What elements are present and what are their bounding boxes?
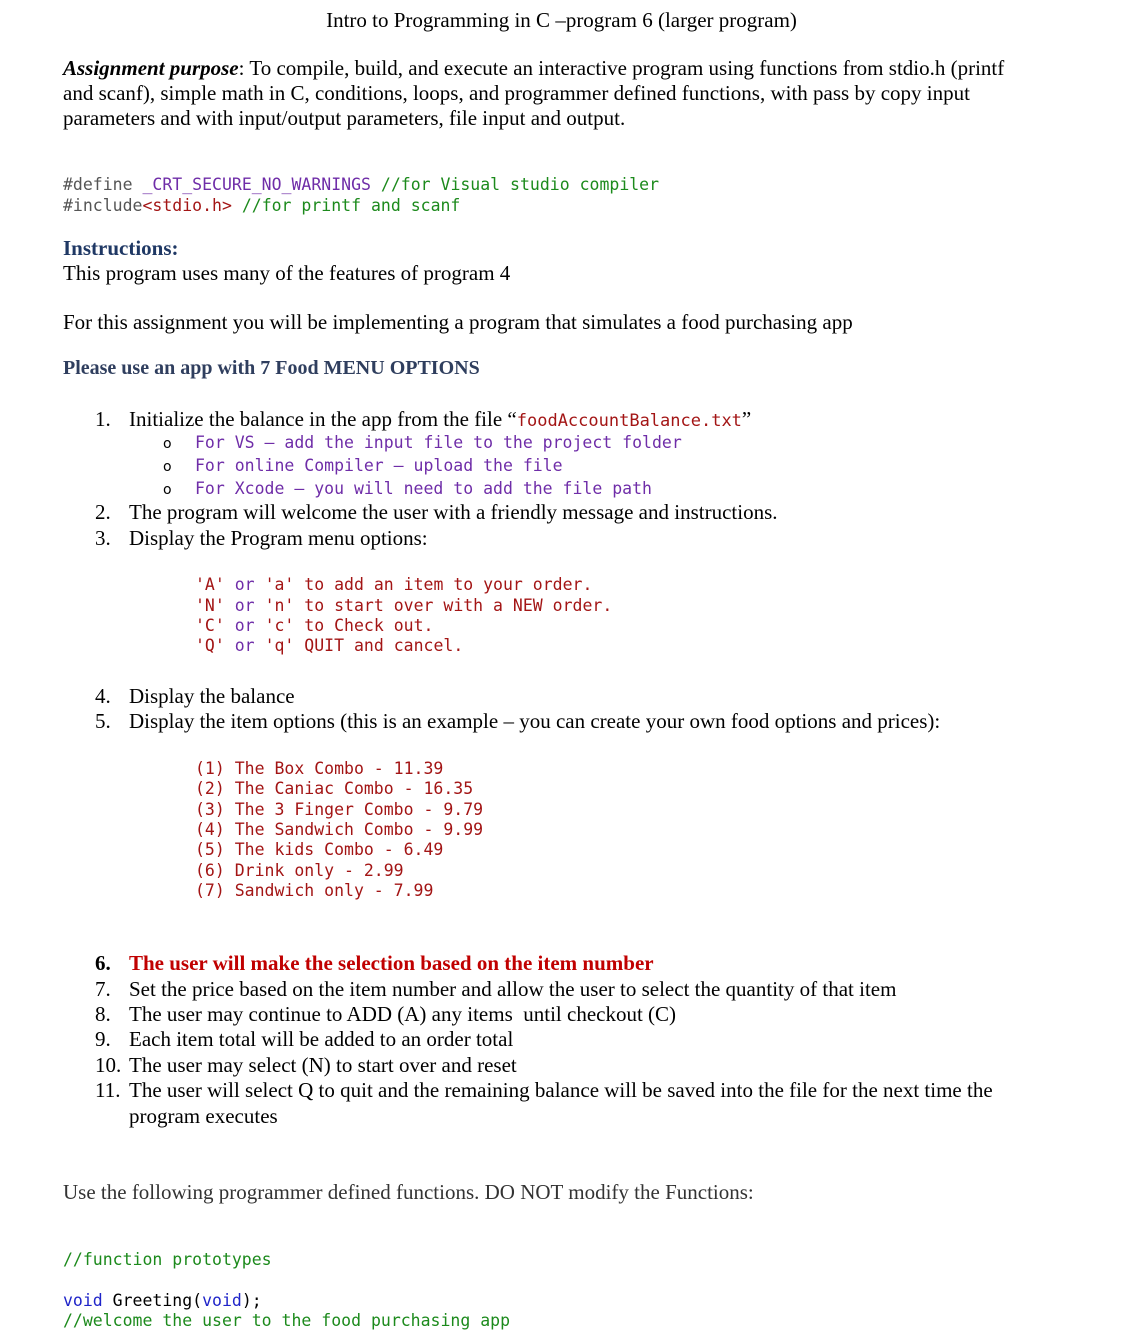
menu-option-add: [195, 575, 592, 596]
step-number: 1.: [95, 407, 111, 431]
menu-option-checkout: [195, 616, 433, 637]
step-number: 9.: [95, 1027, 111, 1051]
step-number: 7.: [95, 977, 111, 1001]
menu-option-quit: [195, 636, 463, 657]
step-11-continued: program executes: [129, 1104, 278, 1128]
step-text: Display the balance: [129, 684, 295, 708]
greeting-comment: //welcome the user to the food purchasing app: [63, 1311, 511, 1330]
functions-intro: Use the following programmer defined functions. DO NOT modify the Functions:: [63, 1180, 754, 1204]
option-key: 'C': [195, 616, 225, 635]
step-11: [95, 1078, 1075, 1103]
food-item: (2) The Caniac Combo - 16.35: [195, 779, 474, 798]
option-or: or: [224, 636, 265, 655]
instructions-heading: Instructions:: [63, 236, 179, 260]
define-directive: #define: [63, 175, 133, 194]
step-text: The user may select (N) to start over and reset: [129, 1053, 517, 1077]
bullet-icon: o: [163, 436, 172, 452]
bullet-icon: o: [163, 482, 172, 498]
instructions-line-3: Please use an app with 7 Food MENU OPTIONS: [63, 357, 480, 379]
step-8: [95, 1002, 1075, 1027]
option-or: or: [224, 575, 265, 594]
step-4: [95, 684, 1075, 709]
step-text: Initialize the balance in the app from the file “: [129, 407, 517, 431]
step-1-sub-1: [163, 433, 682, 455]
prototypes-comment: //function prototypes: [63, 1250, 272, 1269]
step-6: [95, 951, 1075, 976]
include-comment: //for printf and scanf: [231, 196, 461, 215]
option-or: or: [224, 596, 265, 615]
step-number: 5.: [95, 709, 111, 733]
food-item: (7) Sandwich only - 7.99: [195, 881, 434, 900]
step-text: Set the price based on the item number and allow the user to select the quantity of that item: [129, 977, 897, 1001]
step-5: [95, 709, 1075, 734]
include-header: <stdio.h>: [142, 196, 232, 215]
define-comment: //for Visual studio compiler: [380, 175, 660, 194]
step-text: Display the Program menu options:: [129, 526, 428, 550]
food-item: (5) The kids Combo - 6.49: [195, 840, 444, 859]
step-2: [95, 500, 1075, 525]
food-item: (6) Drink only - 2.99: [195, 861, 404, 880]
option-key-lower: 'n': [264, 596, 295, 615]
sub-text: For Xcode – you will need to add the file path: [195, 479, 652, 498]
step-9: [95, 1027, 1075, 1052]
food-item: (3) The 3 Finger Combo - 9.79: [195, 800, 484, 819]
step-10: [95, 1053, 1075, 1078]
option-text: to add an item to your order.: [294, 575, 593, 594]
step-text: Display the item options (this is an example – you can create your own food options and prices):: [129, 709, 941, 733]
step-text: The user may continue to ADD (A) any items until checkout (C): [129, 1002, 677, 1026]
food-item: (4) The Sandwich Combo - 9.99: [195, 820, 484, 839]
option-key-lower: 'c': [264, 616, 295, 635]
option-key-lower: 'q': [264, 636, 295, 655]
sub-text: For VS – add the input file to the project folder: [195, 433, 682, 452]
sub-text: For online Compiler – upload the file: [195, 456, 563, 475]
quote-close: ”: [741, 407, 752, 431]
keyword-void-param: void: [202, 1291, 242, 1310]
step-1: [95, 407, 1075, 432]
code-include-line: [63, 196, 460, 217]
option-key: 'Q': [195, 636, 225, 655]
option-text: QUIT and cancel.: [294, 636, 464, 655]
purpose-label: Assignment purpose: [63, 56, 239, 80]
function-name: Greeting(: [102, 1291, 203, 1310]
step-7: [95, 977, 1075, 1002]
step-number: 3.: [95, 526, 111, 550]
purpose-line-3: parameters and with input/output parameters, file input and output.: [63, 106, 626, 130]
step-text: The program will welcome the user with a friendly message and instructions.: [129, 500, 778, 524]
greeting-prototype: [63, 1291, 262, 1312]
instructions-line-1: This program uses many of the features of program 4: [63, 261, 511, 285]
step-number: 6.: [95, 951, 111, 975]
step-number: 4.: [95, 684, 111, 708]
step-1-sub-2: [163, 456, 563, 478]
define-macro: _CRT_SECURE_NO_WARNINGS: [132, 175, 381, 194]
step-number: 8.: [95, 1002, 111, 1026]
page-title: Intro to Programming in C –program 6 (larger program): [326, 8, 797, 32]
filename: foodAccountBalance.txt: [516, 411, 742, 431]
step-number: 10.: [95, 1053, 122, 1077]
bullet-icon: o: [163, 459, 172, 475]
step-text: The user will select Q to quit and the remaining balance will be saved into the file for the next time the: [129, 1078, 993, 1102]
food-item: (1) The Box Combo - 11.39: [195, 759, 444, 778]
step-text: Each item total will be added to an order total: [129, 1027, 514, 1051]
option-key: 'N': [195, 596, 225, 615]
decl-end: );: [241, 1291, 262, 1310]
step-number: 11.: [95, 1078, 121, 1102]
step-number: 2.: [95, 500, 111, 524]
code-define-line: [63, 175, 659, 196]
keyword-void: void: [63, 1291, 103, 1310]
step-1-sub-3: [163, 479, 652, 501]
option-key: 'A': [195, 575, 225, 594]
menu-option-new: [195, 596, 612, 617]
instructions-line-2: For this assignment you will be implementing a program that simulates a food purchasing app: [63, 310, 853, 334]
option-text: to Check out.: [294, 616, 434, 635]
option-key-lower: 'a': [264, 575, 295, 594]
option-or: or: [224, 616, 265, 635]
purpose-line-2: and scanf), simple math in C, conditions, loops, and programmer defined functions, with pass by copy input: [63, 81, 970, 105]
step-text: The user will make the selection based on the item number: [129, 951, 654, 975]
option-text: to start over with a NEW order.: [294, 596, 613, 615]
include-directive: #include: [63, 196, 143, 215]
step-3: [95, 526, 1075, 551]
assignment-purpose: [63, 56, 1063, 131]
purpose-line-1: : To compile, build, and execute an interactive program using functions from stdio.h (printf: [238, 56, 1005, 80]
